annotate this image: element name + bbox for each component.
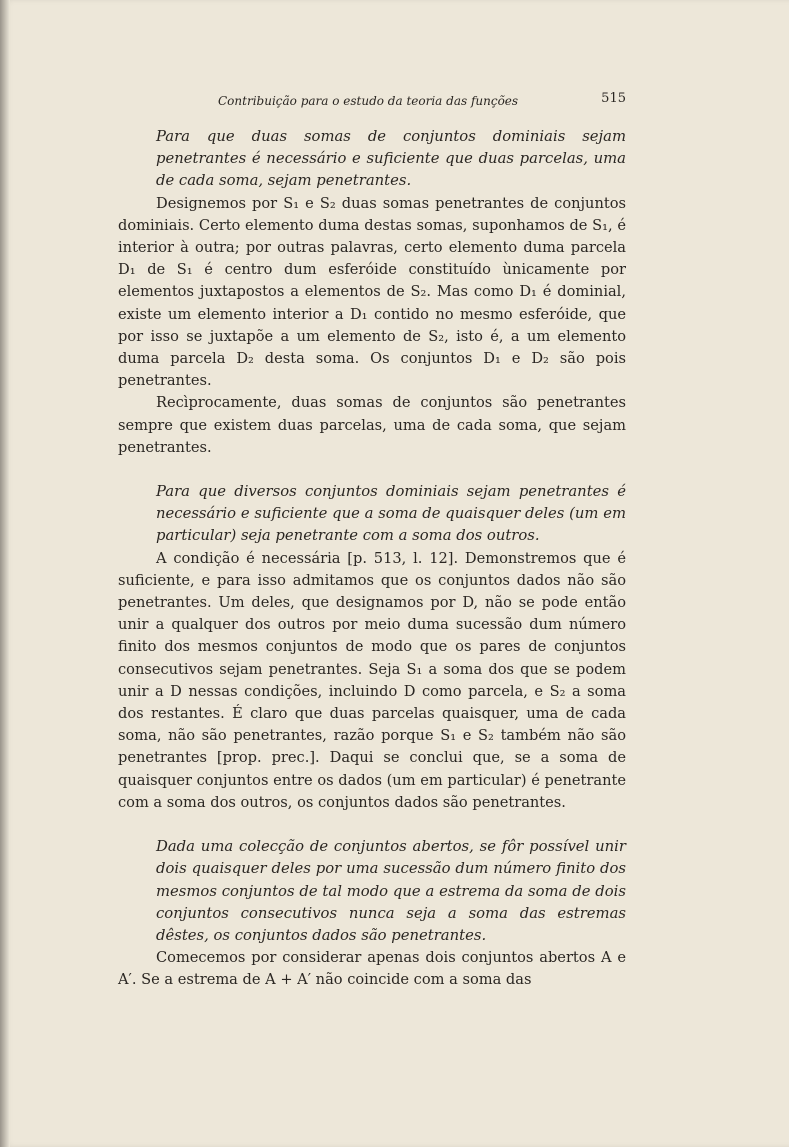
page-number: 515: [601, 91, 626, 106]
proof-3-paragraph: Comecemos por considerar apenas dois conjuntos abertos A e A′. Se a estrema de A + A′ não coincide com a soma das: [118, 949, 626, 989]
running-title: Contribuição para o estudo da teoria das funções: [218, 94, 519, 108]
proposition-3: Dada uma colecção de conjuntos abertos, se fôr possível unir dois quaisquer deles por uma sucessão dum número finito dos mesmos conjuntos de tal modo que a estrema da soma de dois conjuntos consecutivos nunca seja a soma das estremas dêstes, os conjuntos dados são penetrantes.: [156, 838, 626, 944]
converse-1-paragraph: Recìprocamente, duas somas de conjuntos são penetrantes sempre que existem duas parcelas, uma de cada soma, que sejam penetrantes.: [118, 394, 626, 456]
page-header: [118, 88, 626, 110]
proof-1-paragraph: Designemos por S₁ e S₂ duas somas penetrantes de conjuntos dominiais. Certo elemento duma destas somas, suponhamos de S₁, é interior à outra; por outras palavras, certo elemento duma parcela D₁ de S₁ é centro dum esferóide constituído ùnicamente por elementos juxtapostos a elementos de S₂. Mas como D₁ é dominial, existe um elemento interior a D₁ contido no mesmo esferóide, que por isso se juxtapõe a um elemento de S₂, isto é, a um elemento duma parcela D₂ desta soma. Os conjuntos D₁ e D₂ são pois penetrantes.: [118, 194, 626, 390]
proposition-1: Para que duas somas de conjuntos dominiais sejam penetrantes é necessário e suficiente que duas parcelas, uma de cada soma, sejam penetrantes.: [156, 128, 626, 190]
page-binding-edge: [0, 0, 10, 1147]
proposition-2: Para que diversos conjuntos dominiais sejam penetrantes é necessário e suficiente que a soma de quaisquer deles (um em particular) seja penetrante com a soma dos outros.: [156, 483, 626, 545]
page-text-block: [118, 88, 626, 992]
proof-2-paragraph: A condição é necessária [p. 513, l. 12]. Demonstremos que é suficiente, e para isso admitamos que os conjuntos dados não são penetrantes. Um deles, que designamos por D, não se pode então unir a qualquer dos outros por meio duma sucessão dum número finito dos mesmos conjuntos de modo que os pares de conjuntos consecutivos sejam penetrantes. Seja S₁ a soma dos que se podem unir a D nessas condições, incluindo D como parcela, e S₂ a soma dos restantes. É claro que duas parcelas quaisquer, uma de cada soma, não são penetrantes, razão porque S₁ e S₂ também não são penetrantes [prop. prec.]. Daqui se conclui que, se a soma de quaisquer conjuntos entre os dados (um em particular) é penetrante com a soma dos outros, os conjuntos dados são penetrantes.: [118, 549, 626, 811]
